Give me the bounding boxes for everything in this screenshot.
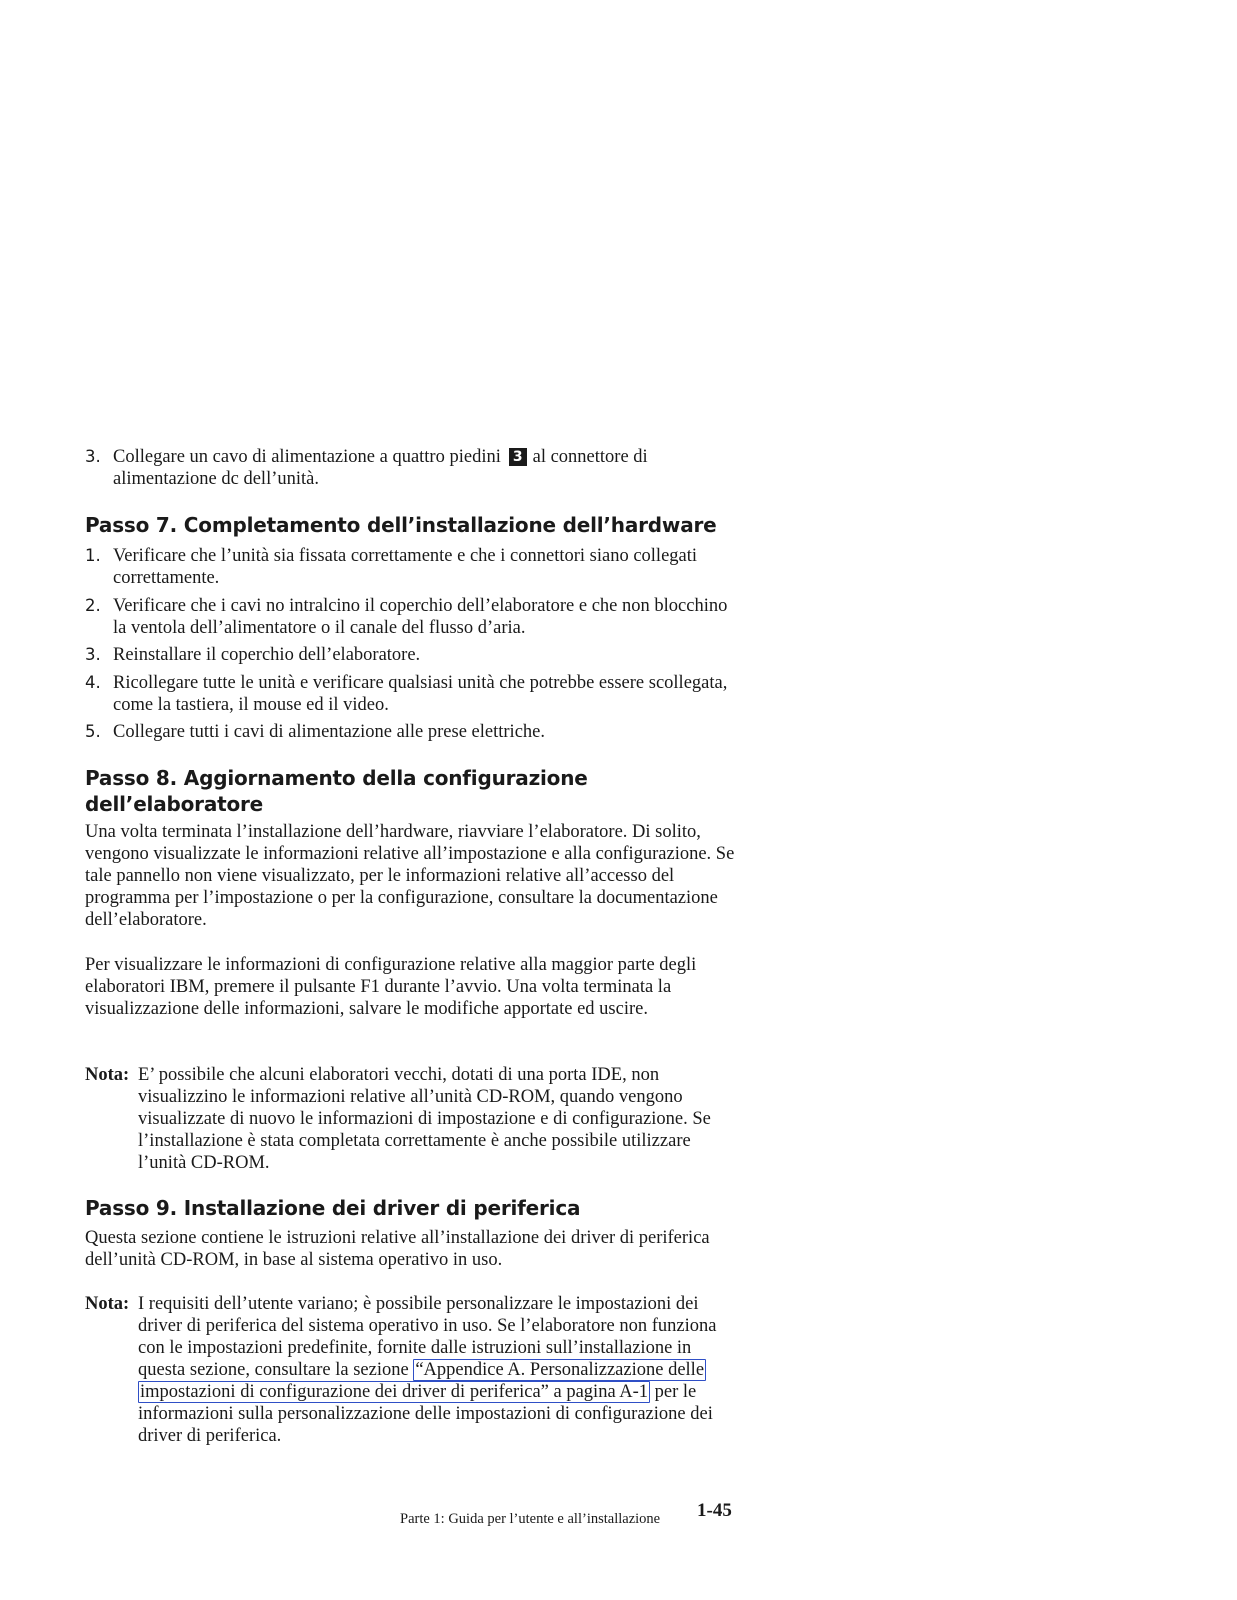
heading-line: Passo 8. Aggiornamento della configurazione	[85, 766, 588, 790]
page-number: 1-45	[697, 1500, 732, 1521]
section-heading-step9: Passo 9. Installazione dei driver di periferica	[85, 1196, 581, 1220]
list-number: 3.	[85, 447, 101, 466]
body-paragraph: Una volta terminata l’installazione dell’hardware, riavviare l’elaboratore. Di solito, vengono visualizzate le informazioni relative all’impostazione e alla configurazione. Se tale pannello non viene visualizzato, per le informazioni relative all’accesso del programma per l’impostazione o per la configurazione, consultare la documentazione dell’elaboratore.	[85, 822, 735, 930]
footer-title: Parte 1: Guida per l’utente e all’installazione	[400, 1511, 661, 1527]
note-text: E’ possibile che alcuni elaboratori vecchi, dotati di una porta IDE, non visualizzino le informazioni relative all’unità CD-ROM, quando vengono visualizzate di nuovo le informazioni di impostazione e di configurazione. Se l’installazione è stata completata correttamente è anche possibile utilizzare l’unità CD-ROM.	[138, 1065, 711, 1173]
note-text	[138, 1293, 738, 1447]
note-label: Nota:	[85, 1065, 130, 1085]
body-paragraph: Questa sezione contiene le istruzioni relative all’installazione dei driver di periferica dell’unità CD-ROM, in base al sistema operativo in uso.	[85, 1228, 710, 1270]
list-number: 3.	[85, 645, 101, 664]
list-number: 5.	[85, 722, 101, 741]
list-text-part: al connettore di alimentazione dc dell’unità.	[113, 447, 648, 489]
list-number: 2.	[85, 596, 101, 615]
body-paragraph: Per visualizzare le informazioni di configurazione relative alla maggior parte degli elaboratori IBM, premere il pulsante F1 durante l’avvio. Una volta terminata la visualizzazione delle informazioni, salvare le modifiche apportate ed uscire.	[85, 955, 697, 1019]
list-text-part: Collegare un cavo di alimentazione a quattro piedini	[113, 447, 501, 467]
list-number: 4.	[85, 673, 101, 692]
section-heading-step8	[85, 765, 588, 817]
list-text	[113, 446, 733, 490]
note-text-part: I requisiti dell’utente variano; è possibile personalizzare le impostazioni dei driver di periferica del sistema operativo in uso. Se l’elaboratore non funziona con le impostazioni predefinite, fornite dalle istruzioni sull’installazione in questa sezione, consultare la sezione	[138, 1294, 717, 1380]
note-label: Nota:	[85, 1294, 130, 1314]
list-number: 1.	[85, 546, 101, 565]
callout-marker: 3	[509, 448, 527, 466]
section-heading-step7: Passo 7. Completamento dell’installazione dell’hardware	[85, 513, 717, 537]
cross-reference-link[interactable]: “Appendice A. Personalizzazione delle impostazioni di configurazione dei driver di periferica” a pagina A-1	[140, 1360, 705, 1402]
note-text-part: per le informazioni sulla personalizzazione delle impostazioni di configurazione dei driver di periferica.	[138, 1382, 713, 1446]
list-text: Verificare che i cavi no intralcino il coperchio dell’elaboratore e che non blocchino la ventola dell’alimentatore o il canale del flusso d’aria.	[113, 596, 728, 638]
list-text: Ricollegare tutte le unità e verificare qualsiasi unità che potrebbe essere scollegata, come la tastiera, il mouse ed il video.	[113, 673, 728, 715]
list-text: Collegare tutti i cavi di alimentazione alle prese elettriche.	[113, 722, 545, 742]
heading-line: dell’elaboratore	[85, 792, 264, 816]
list-text: Reinstallare il coperchio dell’elaboratore.	[113, 645, 421, 665]
list-text: Verificare che l’unità sia fissata correttamente e che i connettori siano collegati correttamente.	[113, 546, 698, 588]
